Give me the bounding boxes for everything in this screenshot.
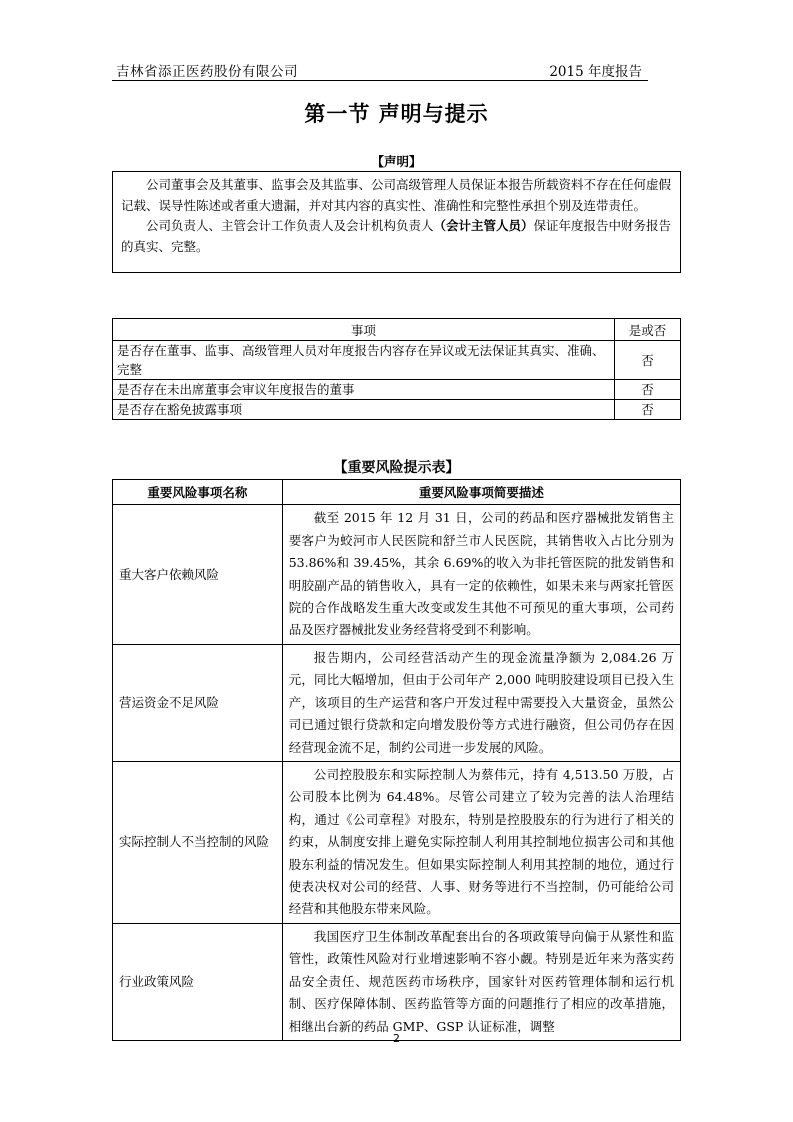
- table-row: [113, 762, 681, 924]
- table-header-row: [113, 480, 681, 505]
- item-answer: 否: [615, 341, 681, 380]
- risk-table-label: 【重要风险提示表】: [333, 460, 460, 476]
- declaration-paragraph-1: 公司董事会及其董事、监事会及其监事、公司高级管理人员保证本报告所载资料不存在任何虚假记载、误导性陈述或者重大遗漏，并对其内容的真实性、准确性和完整性承担个别及连带责任。: [121, 177, 672, 213]
- table-row: [113, 380, 681, 400]
- declaration-paragraph-2: [121, 216, 672, 257]
- risk-description: 公司控股股东和实际控制人为蔡伟元，持有 4,513.50 万股，占公司股本比例为 64.48%。尽管公司建立了较为完善的法人治理结构，通过《公司章程》对股东，特别是控股股东的行为进行了相关的约束，从制度安排上避免实际控制人利用其控制地位损害公司和其他股东利益的情况发生。但如果实际控制人利用其控制的地位，通过行使表决权对公司的经营、人事、财务等进行不当控制，仍可能给公司经营和其他股东带来风险。: [282, 762, 680, 924]
- column-header-risk-desc: 重要风险事项简要描述: [282, 480, 680, 505]
- section-title: 第一节 声明与提示: [304, 102, 489, 126]
- declaration-box: [112, 171, 681, 273]
- risk-name: 行业政策风险: [113, 923, 283, 1040]
- table-row: [113, 923, 681, 1040]
- item-text: 是否存在豁免披露事项: [113, 400, 615, 420]
- item-text: 是否存在董事、监事、高级管理人员对年度报告内容存在异议或无法保证其真实、准确、完整: [113, 341, 615, 380]
- table-row: [113, 505, 681, 645]
- declaration-p2-start: 公司负责人、主管会计工作负责人及会计机构负责人: [146, 218, 434, 233]
- page-number: 2: [393, 1032, 400, 1045]
- table-row: [113, 400, 681, 420]
- risk-name: 重大客户依赖风险: [113, 505, 283, 645]
- item-text: 是否存在未出席董事会审议年度报告的董事: [113, 380, 615, 400]
- risk-description: 截至 2015 年 12 月 31 日，公司的药品和医疗器械批发销售主要客户为蛟河市人民医院和舒兰市人民医院，其销售收入占比分别为 53.86%和 39.45%，其余 6.69%的收入为非托管医院的批发销售和明胶副产品的销售收入，具有一定的依赖性，如果未来与两家托管医院的合作战略发生重大改变或发生其他不可预见的重大事项，公司药品及医疗器械批发业务经营将受到不利影响。: [282, 505, 680, 645]
- table-row: [113, 645, 681, 762]
- item-answer: 否: [615, 400, 681, 420]
- risk-description: 我国医疗卫生体制改革配套出台的各项政策导向偏于从紧性和监管性，政策性风险对行业增速影响不容小觑。特别是近年来为落实药品安全责任、规范医药市场秩序，国家针对医药管理体制和运行机制、医疗保障体制、医药监管等方面的问题推行了相应的改革措施，相继出台新的药品 GMP、GSP 认证标准，调整: [282, 923, 680, 1040]
- column-header-answer: 是或否: [615, 319, 681, 341]
- declaration-label: 【声明】: [371, 154, 422, 169]
- risk-table: [112, 479, 681, 1041]
- risk-name: 实际控制人不当控制的风险: [113, 762, 283, 924]
- risk-name: 营运资金不足风险: [113, 645, 283, 762]
- risk-description: 报告期内，公司经营活动产生的现金流量净额为 2,084.26 万元，同比大幅增加，但由于公司年产 2,000 吨明胶建设项目已投入生产，该项目的生产运营和客户开发过程中需要投入大量资金，虽然公司已通过银行贷款和定向增发股份等方式进行融资，但公司仍存在因经营现金流不足，制约公司进一步发展的风险。: [282, 645, 680, 762]
- column-header-risk-name: 重要风险事项名称: [113, 480, 283, 505]
- header-company: 吉林省添正医药股份有限公司: [116, 64, 298, 80]
- table-header-row: [113, 319, 681, 341]
- declaration-p2-bold: （会计主管人员）: [433, 218, 534, 233]
- disclosure-items-table: [112, 318, 681, 420]
- item-answer: 否: [615, 380, 681, 400]
- column-header-item: 事项: [113, 319, 615, 341]
- table-row: [113, 341, 681, 380]
- page-header: [112, 58, 648, 81]
- declaration-p2-end: 保证年度报告中财务报告的真实、完整。: [121, 218, 672, 254]
- header-report-title: 2015 年度报告: [549, 64, 642, 80]
